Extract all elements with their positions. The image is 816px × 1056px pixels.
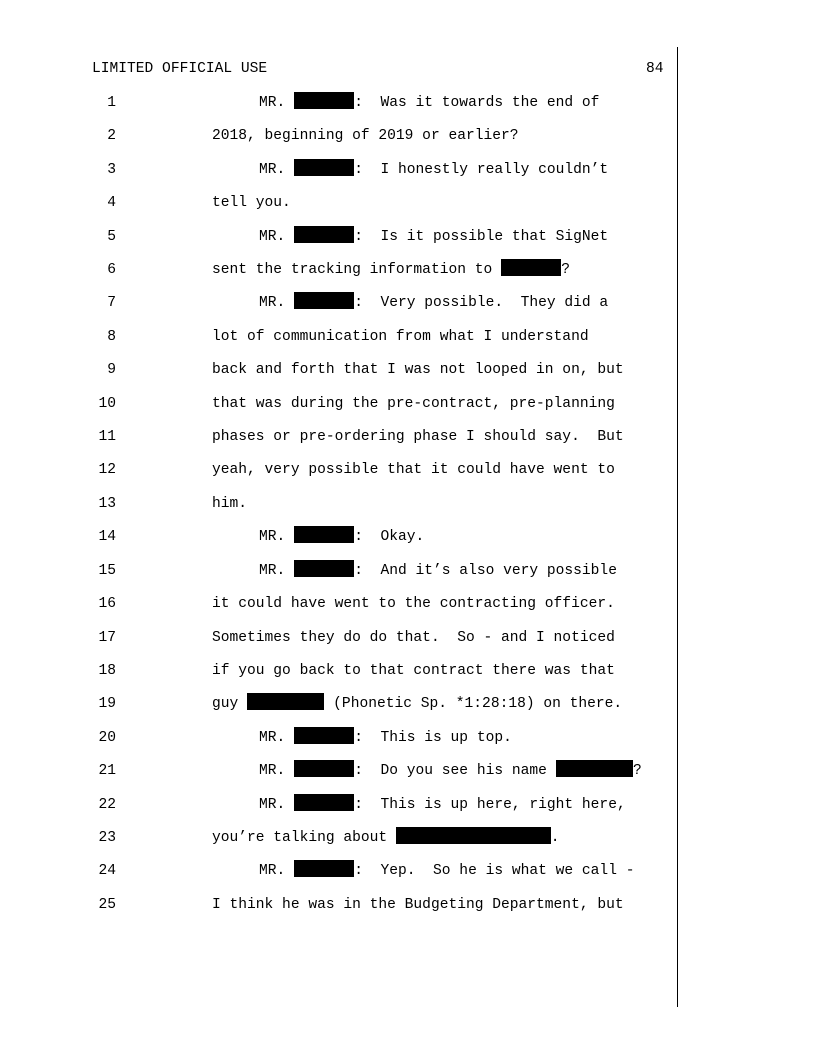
text-segment: MR.: [259, 95, 295, 111]
text-segment: MR.: [259, 295, 295, 312]
line-number: 12: [98, 462, 116, 479]
line-number: 16: [98, 596, 116, 613]
line-text: [212, 491, 247, 517]
text-segment: : Do you see his name: [354, 763, 556, 780]
transcript-line: [0, 424, 816, 457]
line-text: [259, 558, 617, 584]
page-number: 84: [646, 61, 664, 77]
redaction-box: [247, 693, 324, 710]
transcript-line: [0, 357, 816, 390]
line-text: [212, 123, 519, 149]
text-segment: if you go back to that contract there was that: [212, 662, 615, 679]
text-segment: : Very possible. They did a: [354, 295, 609, 312]
line-text: [259, 858, 634, 884]
text-segment: MR.: [259, 796, 295, 813]
text-segment: back and forth that I was not looped in on, but: [212, 362, 624, 379]
text-segment: yeah, very possible that it could have went to: [212, 462, 615, 479]
transcript-line: [0, 892, 816, 925]
text-segment: MR.: [259, 729, 295, 746]
text-segment: : This is up here, right here,: [354, 796, 626, 813]
transcript-line: [0, 691, 816, 724]
transcript-line: [0, 290, 816, 323]
text-segment: MR.: [259, 562, 295, 579]
transcript-line: [0, 257, 816, 290]
text-segment: .: [550, 829, 560, 846]
redaction-box: [294, 526, 354, 543]
line-text: [212, 257, 570, 283]
line-number: 22: [98, 796, 116, 813]
line-number: 11: [98, 429, 116, 446]
line-number: 6: [107, 262, 116, 279]
text-segment: that was during the pre-contract, pre-planning: [212, 395, 615, 412]
text-segment: MR.: [259, 863, 295, 880]
text-segment: : This is up top.: [354, 729, 512, 746]
text-segment: guy: [212, 696, 248, 713]
transcript-line: [0, 591, 816, 624]
line-text: [259, 157, 608, 183]
line-number: 23: [98, 829, 116, 846]
text-segment: : And it’s also very possible: [354, 562, 617, 579]
redaction-box: [294, 292, 354, 309]
line-number: 9: [107, 362, 116, 379]
line-text: [212, 357, 624, 383]
line-number: 25: [98, 896, 116, 913]
transcript-line: [0, 491, 816, 524]
line-text: [212, 424, 624, 450]
line-text: [212, 892, 624, 918]
line-text: [212, 658, 615, 684]
line-number: 1: [107, 95, 116, 111]
text-segment: MR.: [259, 529, 295, 546]
line-number: 24: [98, 863, 116, 880]
transcript-body: [0, 90, 816, 925]
line-text: [212, 190, 291, 216]
text-segment: MR.: [259, 161, 295, 178]
line-text: [212, 691, 622, 717]
text-segment: Sometimes they do do that. So - and I noticed: [212, 629, 615, 646]
line-number: 21: [98, 763, 116, 780]
line-text: [259, 90, 599, 116]
transcript-line: [0, 558, 816, 591]
transcript-line: [0, 157, 816, 190]
transcript-line: [0, 324, 816, 357]
redaction-box: [294, 226, 354, 243]
text-segment: : Okay.: [354, 529, 425, 546]
text-segment: it could have went to the contracting officer.: [212, 596, 615, 613]
text-segment: him.: [212, 495, 248, 512]
line-number: 13: [98, 495, 116, 512]
text-segment: : Yep. So he is what we call -: [354, 863, 635, 880]
line-number: 17: [98, 629, 116, 646]
line-number: 10: [98, 395, 116, 412]
transcript-line: [0, 224, 816, 257]
line-text: [212, 825, 559, 851]
transcript-line: [0, 625, 816, 658]
redaction-box: [294, 560, 354, 577]
text-segment: lot of communication from what I understand: [212, 328, 589, 345]
redaction-box: [294, 727, 354, 744]
redaction-box: [294, 92, 354, 109]
redaction-box: [294, 794, 354, 811]
redaction-box: [556, 760, 633, 777]
line-text: [259, 725, 512, 751]
transcript-line: [0, 858, 816, 891]
line-text: [212, 457, 615, 483]
text-segment: 2018, beginning of 2019 or earlier?: [212, 128, 519, 145]
transcript-line: [0, 90, 816, 123]
line-number: 20: [98, 729, 116, 746]
transcript-line: [0, 123, 816, 156]
transcript-line: [0, 792, 816, 825]
text-segment: tell you.: [212, 195, 291, 212]
text-segment: : Was it towards the end of: [354, 95, 600, 111]
transcript-line: [0, 457, 816, 490]
line-text: [212, 391, 615, 417]
text-segment: phases or pre-ordering phase I should say. But: [212, 429, 624, 446]
line-text: [212, 324, 589, 350]
text-segment: sent the tracking information to: [212, 262, 502, 279]
line-number: 14: [98, 529, 116, 546]
line-number: 7: [107, 295, 116, 312]
line-text: [259, 758, 642, 784]
line-number: 15: [98, 562, 116, 579]
text-segment: MR.: [259, 763, 295, 780]
text-segment: ?: [633, 763, 642, 780]
line-text: [259, 290, 608, 316]
line-number: 8: [107, 328, 116, 345]
text-segment: I think he was in the Budgeting Department, but: [212, 896, 624, 913]
line-text: [259, 792, 626, 818]
transcript-line: [0, 725, 816, 758]
redaction-box: [501, 259, 561, 276]
text-segment: you’re talking about: [212, 829, 396, 846]
line-number: 5: [107, 228, 116, 245]
text-segment: MR.: [259, 228, 295, 245]
line-number: 4: [107, 195, 116, 212]
line-text: [259, 224, 608, 250]
text-segment: ?: [561, 262, 570, 279]
text-segment: (Phonetic Sp. *1:28:18) on there.: [324, 696, 623, 713]
transcript-line: [0, 391, 816, 424]
line-text: [212, 591, 615, 617]
text-segment: : Is it possible that SigNet: [354, 228, 609, 245]
redaction-box: [396, 827, 551, 844]
transcript-line: [0, 825, 816, 858]
text-segment: : I honestly really couldn’t: [354, 161, 609, 178]
line-number: 19: [98, 696, 116, 713]
transcript-line: [0, 658, 816, 691]
redaction-box: [294, 760, 354, 777]
transcript-line: [0, 524, 816, 557]
classification-header: LIMITED OFFICIAL USE: [92, 61, 268, 77]
transcript-line: [0, 190, 816, 223]
redaction-box: [294, 860, 354, 877]
line-number: 3: [107, 161, 116, 178]
line-number: 18: [98, 662, 116, 679]
redaction-box: [294, 159, 354, 176]
line-text: [212, 625, 615, 651]
line-number: 2: [107, 128, 116, 145]
transcript-line: [0, 758, 816, 791]
line-text: [259, 524, 424, 550]
